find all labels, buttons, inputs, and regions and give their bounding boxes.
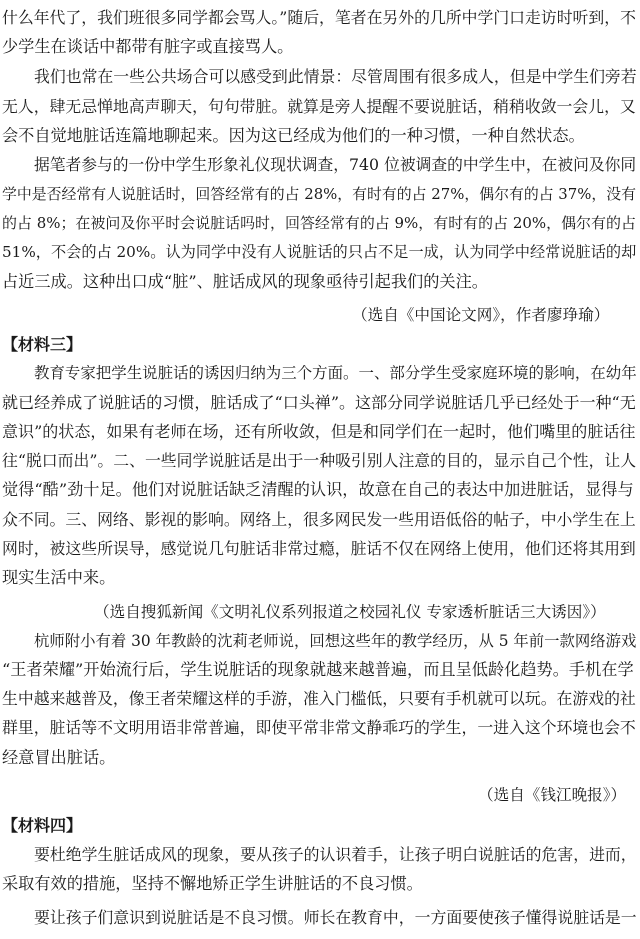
paragraph-2-line-3: 会不自觉地脏话连篇地聊起来。因为这已经成为他们的一种习惯，一种自然状态。: [2, 126, 585, 145]
paragraph-3-line-1: 据笔者参与的一份中学生形象礼仪现状调查，740 位被调查的中学生中，在被问及你同: [34, 155, 637, 174]
section-heading-material-3: 【材料三】: [2, 335, 83, 354]
paragraph-6-line-2: 采取有效的措施，坚持不懈地矫正学生讲脏话的不良习惯。: [2, 874, 423, 893]
paragraph-4-line-2: 就已经养成了说脏话的习惯，脏话成了“口头禅”。这部分同学说脏话几乎已经处于一种“无: [2, 393, 636, 412]
paragraph-3-line-2: 学中是否经常有人说脏话时，回答经常有的占 28%，有时有的占 27%，偶尔有的占 37%，没有: [2, 185, 636, 203]
paragraph-4-line-7: 网时，被这些所误导，感觉说几句脏话非常过瘾，脏话不仅在网络上使用，他们还将其用到: [2, 539, 636, 558]
paragraph-5-line-2: “王者荣耀”开始流行后，学生说脏话的现象就越来越普遍，而且呈低龄化趋势。手机在学: [2, 660, 634, 679]
paragraph-4-line-8: 现实生活中来。: [2, 568, 116, 587]
source-citation-2: （选自《中国论文网》，作者廖琤瑜）: [352, 306, 610, 324]
paragraph-3-line-4: 51%，不会的占 20%。认为同学中没有人说脏话的只占不足一成，认为同学中经常说脏话的却: [2, 243, 637, 261]
paragraph-4-line-3: 意识”的状态，如果有老师在场，还有所收敛，但是和同学们在一起时，他们嘴里的脏话往: [2, 422, 636, 441]
source-citation-3: （选自搜狐新闻《文明礼仪系列报道之校园礼仪 专家透析脏话三大诱因》）: [94, 603, 606, 621]
paragraph-1-line-2: 少学生在谈话中都带有脏字或直接骂人。: [2, 37, 294, 56]
paragraph-5-line-5: 经意冒出脏话。: [2, 748, 116, 767]
paragraph-1-line-1: 什么年代了，我们班很多同学都会骂人。”随后，笔者在另外的几所中学门口走访时听到，不: [2, 8, 636, 27]
paragraph-5-line-1: 杭师附小有着 30 年教龄的沈莉老师说，回想这些年的教学经历，从 5 年前一款网络游戏: [34, 632, 637, 650]
paragraph-2-line-1: 我们也常在一些公共场合可以感受到此情景：尽管周围有很多成人，但是中学生们旁若: [34, 67, 637, 86]
paragraph-7-line-1: 要让孩子们意识到说脏话是不良习惯。师长在教育中，一方面要使孩子懂得说脏话是一: [34, 908, 637, 927]
paragraph-5-line-3: 生中越来越普及，像王者荣耀这样的手游，准入门槛低，只要有手机就可以玩。在游戏的社: [2, 689, 636, 708]
paragraph-4-line-5: 觉得“酷”劲十足。他们对说脏话缺乏清醒的认识，故意在自己的表达中加进脏话，显得与: [2, 480, 634, 499]
paragraph-4-line-6: 众不同。三、网络、影视的影响。网络上，很多网民发一些用语低俗的帖子，中小学生在上: [2, 510, 636, 529]
paragraph-2-line-2: 无人，肆无忌惮地高声聊天，句句带脏。就算是旁人提醒不要说脏话，稍稍收敛一会儿，又: [2, 97, 636, 116]
paragraph-3-line-5: 占近三成。这种出口成“脏”、脏话成风的现象亟待引起我们的关注。: [2, 272, 488, 291]
paragraph-4-line-4: 往“脱口而出”。二、一些同学说脏话是出于一种吸引别人注意的目的，显示自己个性，让人: [2, 451, 637, 470]
paragraph-5-line-4: 群里，脏话等不文明用语非常普遍，即使平常非常文静乖巧的学生，一进入这个环境也会不: [2, 718, 636, 737]
paragraph-4-line-1: 教育专家把学生说脏话的诱因归纳为三个方面。一、部分学生受家庭环境的影响，在幼年: [34, 364, 637, 382]
paragraph-3-line-3: 的占 8%；在被问及你平时会说脏话吗时，回答经常有的占 9%，有时有的占 20%，偶尔有的占: [2, 214, 636, 232]
paragraph-6-line-1: 要杜绝学生脏话成风的现象，要从孩子的认识着手，让孩子明白说脏话的危害，进而，: [34, 845, 637, 864]
section-heading-material-4: 【材料四】: [2, 816, 83, 835]
source-citation-4: （选自《钱江晚报》）: [478, 786, 627, 804]
